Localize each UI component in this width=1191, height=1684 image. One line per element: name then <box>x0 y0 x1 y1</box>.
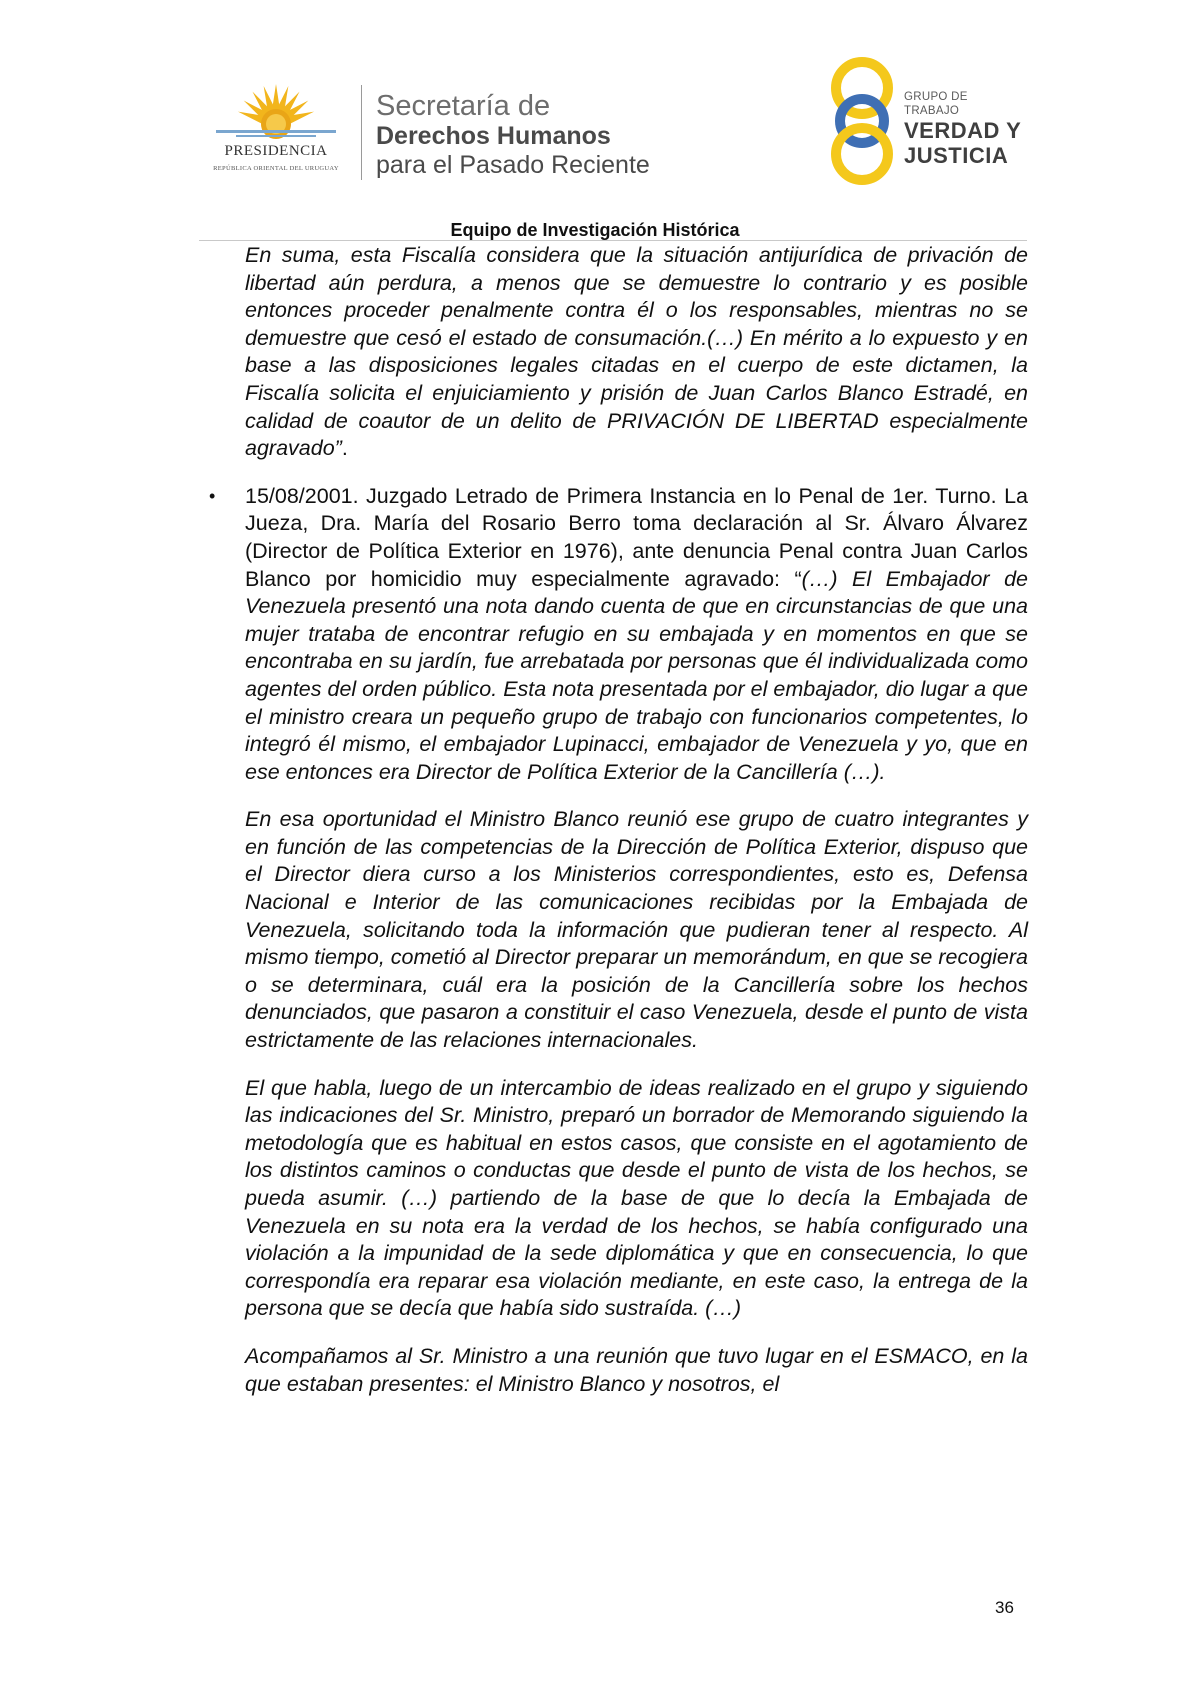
fiscalia-quote: En suma, esta Fiscalía considera que la situación antijurídica de privación de libertad aún perdura, a menos que se demuestre lo contrario y es posible entonces proceder penalmente contra él o los responsables, mientras no se demuestre que cesó el estado de consumación.(…) En mérito a lo expuesto y en base a las disposiciones legales citadas en el cuerpo de este dictamen, la Fiscalía solicita el enjuiciamiento y prisión de Juan Carlos Blanco Estradé, en calidad de coautor de un delito de PRIVACIÓN DE LIBERTAD especialmente agravado” <box>245 243 1028 461</box>
header-rule <box>199 240 1027 241</box>
fiscalia-quote-end: . <box>341 436 348 461</box>
grupo-trabajo-label: GRUPO DE TRABAJO <box>904 91 968 117</box>
verdad-justicia-text <box>904 90 1022 168</box>
justicia-label: JUSTICIA <box>904 143 1009 168</box>
presidencia-subtitle: REPÚBLICA ORIENTAL DEL URUGUAY <box>213 165 339 172</box>
verdad-justicia-rings-logo <box>822 56 902 186</box>
secretaria-line-3: para el Pasado Reciente <box>376 151 650 179</box>
header-divider <box>361 85 362 180</box>
document-body <box>209 242 1028 1398</box>
page-number: 36 <box>995 1598 1014 1617</box>
paragraph-fiscalia <box>245 242 1028 463</box>
section-title: Equipo de Investigación Histórica <box>450 220 740 240</box>
verdad-label: VERDAD Y <box>904 118 1022 143</box>
presidencia-sun-logo <box>196 80 356 142</box>
page-header <box>0 0 1191 240</box>
presidencia-label: PRESIDENCIA <box>224 143 328 159</box>
juzgado-quote: (…) El Embajador de Venezuela presentó una nota dando cuenta de que en circunstancias de que una mujer trataba de encontrar refugio en su embajada y en momentos en que se encontraba en su jardín, fue arrebatada por personas que él individualizada como agentes del orden público. Esta nota presentada por el embajador, dio lugar a que el ministro creara un pequeño grupo de trabajo con funcionarios competentes, lo integró él mismo, el embajador Lupinacci, embajador de Venezuela y yo, que en ese entonces era Director de Política Exterior de la Cancillería (…). <box>245 566 1028 784</box>
presidencia-logo <box>196 80 356 180</box>
bullet-marker: • <box>209 485 216 506</box>
paragraph-esmaco: Acompañamos al Sr. Ministro a una reunión que tuvo lugar en el ESMACO, en la que estaban presentes: el Ministro Blanco y nosotros, el <box>245 1343 1028 1396</box>
juzgado-intro: 15/08/2001. Juzgado Letrado de Primera Instancia en lo Penal de 1er. Turno. La Jueza, Dra. María del Rosario Berro toma declaración al Sr. Álvaro Álvarez (Director de Política Exterior en 1976), ante denuncia Penal contra Juan Carlos Blanco por homicidio muy especialmente agravado: “ <box>245 483 1028 591</box>
paragraph-juzgado <box>245 483 1028 787</box>
secretaria-line-1: Secretaría de <box>376 90 551 122</box>
list-item <box>209 483 1028 787</box>
secretaria-title <box>376 90 650 180</box>
verdad-justicia-logo <box>822 56 1022 186</box>
secretaria-line-2: Derechos Humanos <box>376 122 611 150</box>
paragraph-ministro-reunion: En esa oportunidad el Ministro Blanco reunió ese grupo de cuatro integrantes y en función de las competencias de la Dirección de Política Exterior, dispuso que el Director diera curso a los Ministerios correspondientes, esto es, Defensa Nacional e Interior de las comunicaciones recibidas por la Embajada de Venezuela, solicitando toda la información que pudieran tener al respecto. Al mismo tiempo, cometió al Director preparar un memorándum, en que se recogiera o se determinara, cuál era la posición de la Cancillería sobre los hechos denunciados, que pasaron a constituir el caso Venezuela, desde el punto de vista estrictamente de las relaciones internacionales. <box>245 807 1028 1053</box>
paragraph-memorando: El que habla, luego de un intercambio de ideas realizado en el grupo y siguiendo las indicaciones del Sr. Ministro, preparó un borrador de Memorando siguiendo la metodología que es habitual en estos casos, que consiste en el agotamiento de los distintos caminos o conductas que desde el punto de vista de los hechos, se pueda asumir. (…) partiendo de la base de que lo decía la Embajada de Venezuela en su nota era la verdad de los hechos, se había configurado una violación a la impunidad de la sede diplomática y que en consecuencia, lo que correspondía era reparar esa violación mediante, en este caso, la entrega de la persona que se decía que había sido sustraída. (…) <box>245 1075 1028 1321</box>
